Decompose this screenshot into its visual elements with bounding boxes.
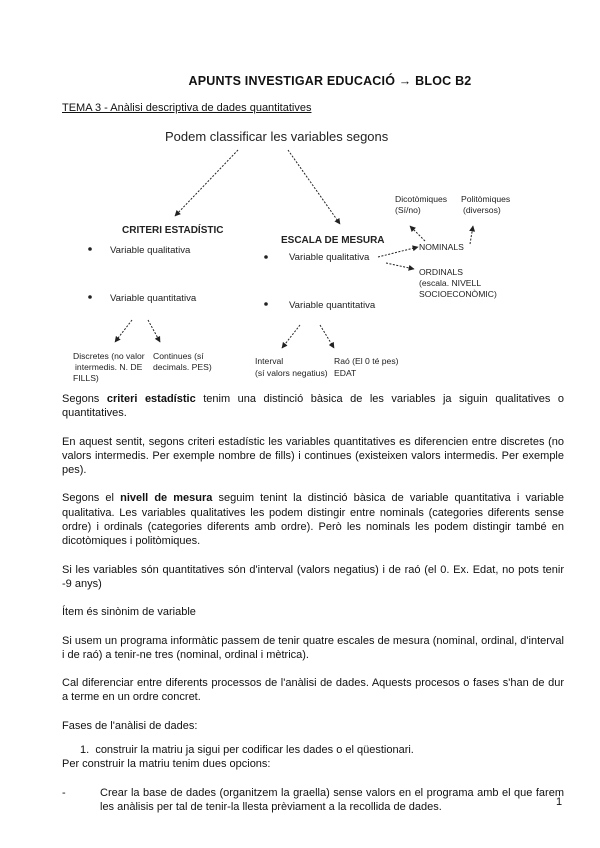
classification-diagram xyxy=(0,120,600,390)
right-bullet-quantitative: Variable quantitativa xyxy=(289,300,376,311)
dicotomiques-label-2: (Sí/no) xyxy=(395,205,421,215)
escala-mesura-heading: ESCALA DE MESURA xyxy=(281,235,385,246)
left-bullet-qualitative: Variable qualitativa xyxy=(110,245,191,256)
arrow-to-politomiques xyxy=(470,226,473,244)
arrow-to-criteri xyxy=(175,150,238,216)
paragraph-programa: Si usem un programa informàtic passem de tenir quatre escales de mesura (nominal, ordinal, d'interval i de raó) a tenir-ne tres (nominal, ordinal i mètrica). xyxy=(62,634,564,661)
bullet-dot xyxy=(264,255,268,259)
politomiques-label-1: Politòmiques xyxy=(461,194,511,204)
bullet-dot xyxy=(88,247,92,251)
continues-label-2: decimals. PES) xyxy=(153,362,212,372)
right-bullet-qualitative: Variable qualitativa xyxy=(289,252,370,263)
paragraph-discretes: En aquest sentit, segons criteri estadístic les variables quantitatives es diferencien entre discretes (no valors intermedis. Per exemple nombre de fills) i continues (existeixen valors intermedis. Per exemple pes). xyxy=(62,435,564,477)
document-title: APUNTS INVESTIGAR EDUCACIÓ → BLOC B2 xyxy=(188,74,472,88)
dash-item: - Crear la base de dades (organitzem la graella) sense valors en el programa amb el que farem les anàlisis per tal de tenir-la llesta prèviament a la recollida de dades. xyxy=(62,786,564,813)
page-number: 1 xyxy=(556,796,563,808)
paragraph-item: Ítem és sinònim de variable xyxy=(62,606,196,619)
numbered-item: 1. construir la matriu ja sigui per codificar les dades o el qüestionari. xyxy=(80,744,414,757)
bullet-dot xyxy=(264,302,268,306)
ordinals-label-1: ORDINALS xyxy=(419,267,463,277)
paragraph-processos: Cal diferenciar entre diferents processos de l'anàlisi de dades. Aquests procesos o fases s'han de dur a terme en un ordre concret. xyxy=(62,677,564,704)
paragraph-opcions: Per construir la matriu tenim dues opcions: xyxy=(62,758,271,771)
discretes-label-2: intermedis. N. DE xyxy=(75,362,143,372)
diagram-root-label: Podem classificar les variables segons xyxy=(165,129,389,144)
arrow-to-ordinals xyxy=(386,263,414,269)
ordinals-label-2: (escala. NIVELL xyxy=(419,278,482,288)
arrow-to-continues xyxy=(148,320,160,342)
discretes-label-1: Discretes (no valor xyxy=(73,351,145,361)
arrow-to-discretes xyxy=(115,320,132,342)
rao-label-1: Raó (El 0 té pes) xyxy=(334,356,399,366)
arrow-to-dicotomiques xyxy=(410,226,425,241)
bullet-dot xyxy=(88,295,92,299)
paragraph-nivell: Segons el nivell de mesura seguim tenint la distinció bàsica de variable quantitativa i variable qualitativa. Les variables qualitatives les podem distingir entre nominals (categories diferents sense ordre) i ordinals (categories diferents amb ordre). Però les nominals les podem distingir també en dicotòmiques i politòmiques. xyxy=(62,492,564,548)
criteri-estadistic-heading: CRITERI ESTADÍSTIC xyxy=(122,225,224,236)
paragraph-fases: Fases de l'anàlisi de dades: xyxy=(62,719,198,732)
arrow-to-interval xyxy=(282,325,300,348)
bold-term: nivell de mesura xyxy=(120,492,213,505)
dicotomiques-label-1: Dicotòmiques xyxy=(395,194,448,204)
ordinals-label-3: SOCIOECONÒMIC) xyxy=(419,289,497,299)
arrow-to-nominals xyxy=(378,247,418,257)
arrow-to-escala xyxy=(288,150,340,224)
discretes-label-3: FILLS) xyxy=(73,373,99,383)
nominals-label: NOMINALS xyxy=(419,242,464,252)
bold-term: criteri estadístic xyxy=(106,393,196,405)
arrow-to-rao xyxy=(320,325,334,348)
paragraph-criteri: Segons criteri estadístic tenim una distinció bàsica de les variables ja siguin qualitatives o quantitatives. xyxy=(62,393,564,420)
rao-label-2: EDAT xyxy=(334,368,357,378)
left-bullet-quantitative: Variable quantitativa xyxy=(110,293,197,304)
politomiques-label-2: (diversos) xyxy=(463,205,501,215)
paragraph-quantitatives: Si les variables són quantitatives són d'interval (valors negatius) i de raó (el 0. Ex. Edat, no pots tenir -9 anys) xyxy=(62,563,564,590)
continues-label-1: Continues (sí xyxy=(153,351,204,361)
body-text xyxy=(62,392,564,814)
topic-heading: TEMA 3 - Anàlisi descriptiva de dades quantitatives xyxy=(62,102,312,114)
interval-label-1: Interval xyxy=(255,356,284,366)
interval-label-2: (sí valors negatius) xyxy=(255,368,328,378)
